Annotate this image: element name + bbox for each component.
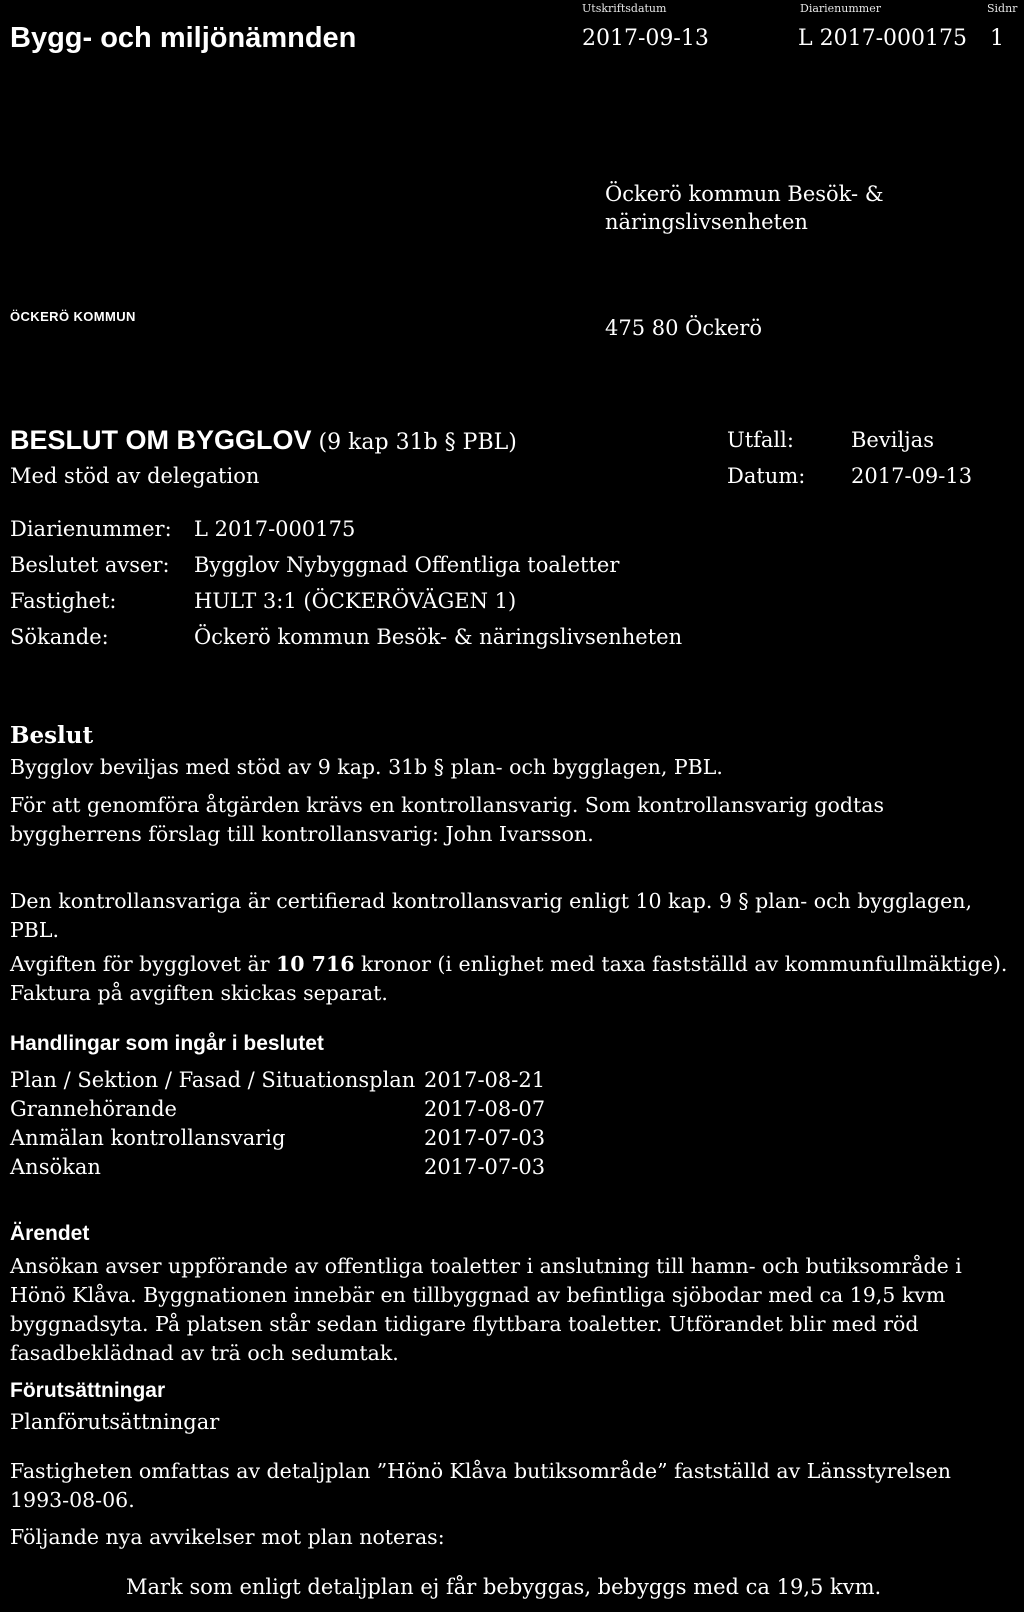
conditions-paragraph-2: Följande nya avvikelser mot plan noteras: [10, 1525, 445, 1549]
meta-label: Fastighet: [10, 589, 117, 613]
list-item [10, 1153, 610, 1182]
beslut-paragraph-3: Den kontrollansvariga är certifierad kontrollansvarig enligt 10 kap. 9 § plan- och bygglagen, PBL. [10, 889, 972, 942]
list-item [10, 1066, 610, 1095]
fee-text-pre: Avgiften för bygglovet är [10, 952, 277, 976]
document-name: Ansökan [10, 1155, 101, 1179]
page-number: 1 [990, 26, 1004, 51]
meta-value: Öckerö kommun Besök- & näringslivsenheten [194, 625, 683, 649]
case-description: Ansökan avser uppförande av offentliga toaletter i anslutning till hamn- och butiksområde i Hönö Klåva. Byggnationen innebär en tillbyggnad av befintliga sjöbodar med ca 19,5 kvm byggnadsyta. På platsen står sedan tidigare flyttbara toaletter. Utförandet blir med röd fasadbeklädnad av trä och sedumtak. [10, 1254, 962, 1365]
decision-title-rest: (9 kap 31b § PBL) [311, 430, 517, 455]
document-date: 2017-08-07 [424, 1097, 546, 1121]
reg-no: L 2017-000175 [798, 26, 968, 51]
deviation-item: Mark som enligt detaljplan ej får bebyggas, bebyggs med ca 19,5 kvm. [126, 1575, 882, 1599]
section-heading-case: Ärendet [10, 1222, 90, 1245]
page-label: Sidnr [987, 2, 1018, 15]
recipient-postal: 475 80 Öckerö [605, 316, 762, 340]
decision-title [10, 425, 517, 456]
document-name: Anmälan kontrollansvarig [10, 1126, 286, 1150]
municipality-logo: ÖCKERÖ KOMMUN [10, 309, 136, 324]
decision-subtitle: Med stöd av delegation [10, 464, 260, 488]
print-date: 2017-09-13 [582, 26, 709, 51]
document-name: Plan / Sektion / Fasad / Situationsplan [10, 1068, 416, 1092]
recipient-line-1: Öckerö kommun Besök- & [605, 182, 884, 206]
document-date: 2017-07-03 [424, 1126, 546, 1150]
conditions-subheading: Planförutsättningar [10, 1410, 220, 1434]
meta-value: Bygglov Nybyggnad Offentliga toaletter [194, 553, 620, 577]
document-date: 2017-08-21 [424, 1068, 546, 1092]
meta-value: HULT 3:1 (ÖCKERÖVÄGEN 1) [194, 589, 517, 613]
document-name: Grannehörande [10, 1097, 177, 1121]
decision-title-bold: BESLUT OM BYGGLOV [10, 425, 312, 455]
list-item [10, 1124, 610, 1153]
meta-label: Sökande: [10, 625, 109, 649]
meta-label: Beslutet avser: [10, 553, 170, 577]
outcome-label: Utfall: [727, 428, 794, 452]
date-value: 2017-09-13 [851, 464, 973, 488]
beslut-paragraph-4 [10, 950, 1010, 1008]
meta-label: Diarienummer: [10, 517, 172, 541]
outcome-value: Beviljas [851, 428, 934, 452]
section-heading-beslut: Beslut [10, 722, 94, 749]
date-label: Datum: [727, 464, 806, 488]
fee-text-post: kronor (i enlighet med taxa fastställd av kommunfullmäktige). Faktura på avgiften skickas separat. [10, 952, 1008, 1005]
recipient-line-2: näringslivsenheten [605, 210, 808, 234]
section-heading-conditions: Förutsättningar [10, 1379, 166, 1402]
list-item [10, 1095, 610, 1124]
organization-name: Bygg- och miljönämnden [10, 22, 357, 54]
documents-list [10, 1066, 610, 1182]
beslut-paragraph-1: Bygglov beviljas med stöd av 9 kap. 31b § plan- och bygglagen, PBL. [10, 755, 723, 779]
section-heading-documents: Handlingar som ingår i beslutet [10, 1032, 324, 1055]
conditions-paragraph-1: Fastigheten omfattas av detaljplan ”Hönö Klåva butiksområde” fastställd av Länsstyrelsen 1993-08-06. [10, 1459, 951, 1512]
print-date-label: Utskriftsdatum [582, 2, 667, 15]
document-date: 2017-07-03 [424, 1155, 546, 1179]
fee-amount: 10 716 [276, 952, 355, 976]
beslut-paragraph-2: För att genomföra åtgärden krävs en kontrollansvarig. Som kontrollansvarig godtas byggherrens förslag till kontrollansvarig: John Ivarsson. [10, 793, 885, 846]
reg-no-label: Diarienummer [800, 2, 881, 15]
meta-value: L 2017-000175 [194, 517, 356, 541]
